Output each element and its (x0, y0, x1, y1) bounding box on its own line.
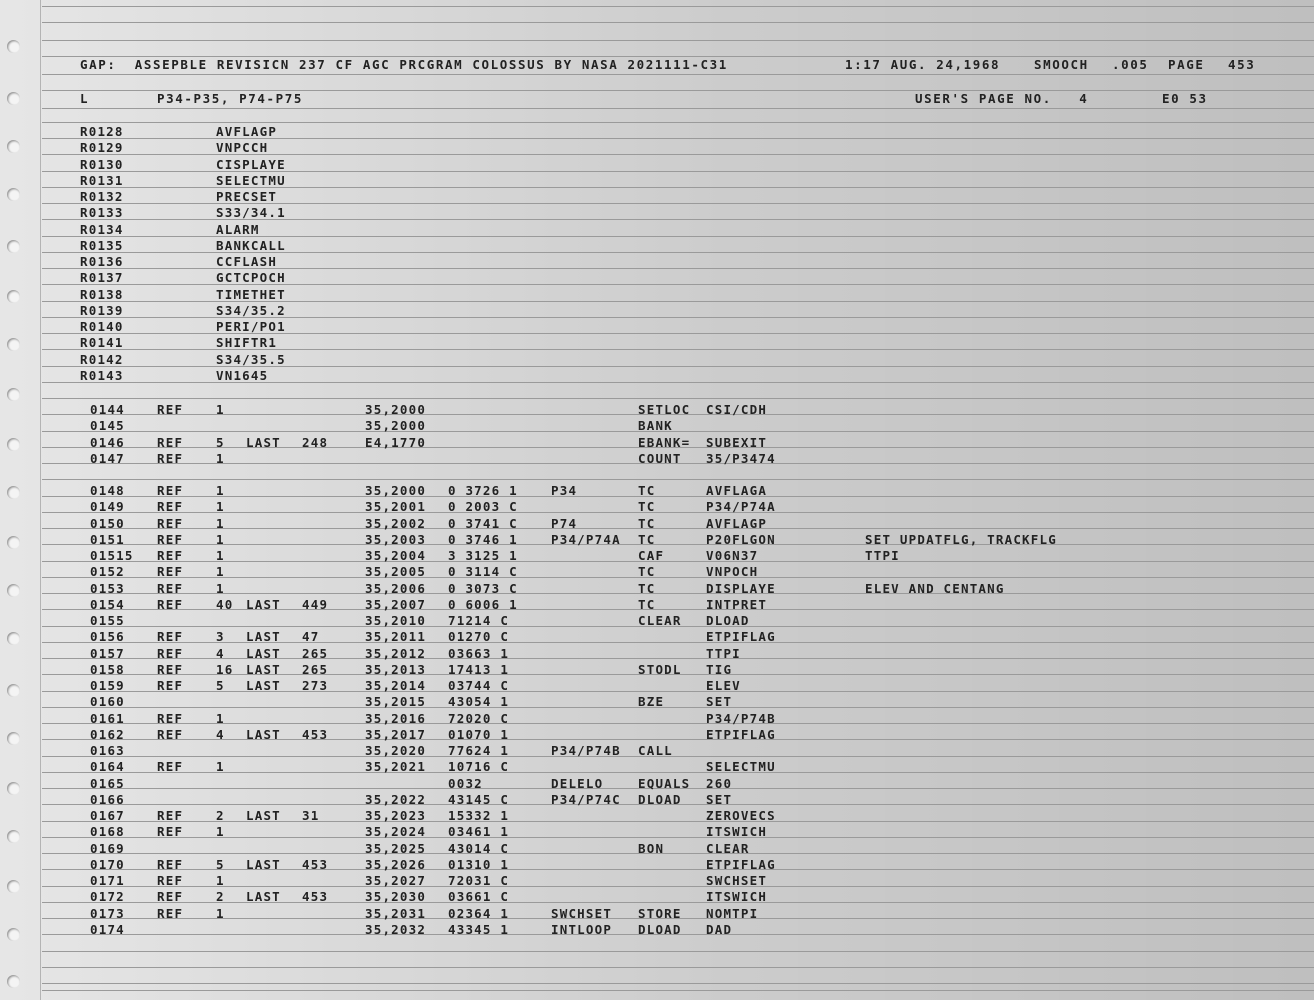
ref-keyword: REF (157, 515, 184, 531)
ref-id: R0135 (80, 237, 124, 253)
octal-word: 03744 C (448, 678, 510, 693)
line-number: 0147 (90, 450, 125, 466)
octal-word: 15332 1 (448, 808, 510, 823)
operand: ELEV (706, 678, 741, 693)
ref-count: 1 (216, 710, 225, 726)
opcode: EQUALS (638, 775, 691, 791)
operand: DLOAD (706, 613, 750, 628)
last-keyword: LAST (246, 678, 281, 693)
operand: ITSWICH (706, 824, 768, 840)
ref-symbol: SELECTMU (216, 172, 286, 188)
ref-keyword: REF (157, 629, 184, 645)
line-number: 0170 (90, 856, 125, 872)
ref-count: 1 (216, 515, 225, 531)
last-page: 453 (302, 856, 329, 872)
ref-keyword: REF (157, 710, 184, 726)
address: 35,2027 (365, 873, 427, 888)
operand: CSI/CDH (706, 402, 768, 417)
operand: TIG (706, 661, 733, 677)
address: 35,2014 (365, 678, 427, 693)
label: P34/P74B (551, 743, 621, 758)
address: 35,2001 (365, 499, 427, 515)
octal-word: 03461 1 (448, 824, 510, 840)
opcode: DLOAD (638, 791, 682, 807)
ref-keyword: REF (157, 434, 184, 450)
octal-word: 0 3746 1 (448, 531, 518, 547)
octal-word: 77624 1 (448, 743, 510, 758)
ref-count: 2 (216, 808, 225, 823)
ref-count: 1 (216, 759, 225, 775)
ref-symbol: BANKCALL (216, 237, 286, 253)
operand: TTPI (706, 645, 741, 661)
ref-keyword: REF (157, 678, 184, 693)
ref-keyword: REF (157, 726, 184, 742)
user-name: SMOOCH (1034, 57, 1089, 72)
address: E4,1770 (365, 434, 427, 450)
address: 35,2022 (365, 791, 427, 807)
last-keyword: LAST (246, 629, 281, 645)
line-number: 0165 (90, 775, 125, 791)
address: 35,2030 (365, 889, 427, 905)
address: 35,2000 (365, 402, 427, 417)
ref-keyword: REF (157, 531, 184, 547)
ref-id: R0139 (80, 302, 124, 318)
line-number: 0151 (90, 531, 125, 547)
last-keyword: LAST (246, 856, 281, 872)
address: 35,2000 (365, 418, 427, 434)
ref-count: 1 (216, 531, 225, 547)
opcode: TC (638, 483, 656, 498)
operand: SET (706, 791, 733, 807)
ref-count: 5 (216, 434, 225, 450)
octal-word: 72020 C (448, 710, 510, 726)
operand: P20FLGON (706, 531, 776, 547)
octal-word: 01310 1 (448, 856, 510, 872)
ref-count: 40 (216, 596, 234, 612)
octal-word: 71214 C (448, 613, 510, 628)
opcode: TC (638, 531, 656, 547)
ref-id: R0143 (80, 367, 124, 383)
operand: ETPIFLAG (706, 856, 776, 872)
address: 35,2016 (365, 710, 427, 726)
line-number: 0160 (90, 694, 125, 710)
ref-symbol: CISPLAYE (216, 156, 286, 172)
line-number: 0164 (90, 759, 125, 775)
address: 35,2010 (365, 613, 427, 628)
ref-count: 1 (216, 580, 225, 596)
octal-word: 43145 C (448, 791, 510, 807)
ref-count: 1 (216, 499, 225, 515)
line-number: 0148 (90, 483, 125, 498)
ref-keyword: REF (157, 548, 184, 563)
operand: NOMTPI (706, 905, 759, 921)
ref-keyword: REF (157, 564, 184, 580)
opcode: CALL (638, 743, 673, 758)
address: 35,2000 (365, 483, 427, 498)
label: P74 (551, 515, 578, 531)
line-number: 0153 (90, 580, 125, 596)
ref-count: 1 (216, 824, 225, 840)
ref-symbol: S33/34.1 (216, 205, 286, 221)
octal-word: 0 3741 C (448, 515, 518, 531)
octal-word: 43054 1 (448, 694, 510, 710)
ref-id: R0138 (80, 286, 124, 302)
listing-type: L (80, 91, 90, 106)
label: INTLOOP (551, 921, 613, 937)
ref-keyword: REF (157, 808, 184, 823)
opcode: TC (638, 564, 656, 580)
line-number: 0144 (90, 402, 125, 417)
ref-keyword: REF (157, 824, 184, 840)
line-number: 0152 (90, 564, 125, 580)
ref-symbol: TIMETHET (216, 286, 286, 302)
line-number: 0146 (90, 434, 125, 450)
ref-symbol: VNPCCH (216, 140, 269, 156)
line-number: 0154 (90, 596, 125, 612)
ref-id: R0142 (80, 351, 124, 367)
ref-count: 2 (216, 889, 225, 905)
ref-count: 1 (216, 564, 225, 580)
print-time: 1:17 AUG. 24,1968 (845, 57, 1001, 72)
page-label: PAGE (1168, 57, 1205, 72)
opcode: EBANK= (638, 434, 691, 450)
ref-id: R0132 (80, 189, 124, 204)
ref-keyword: REF (157, 596, 184, 612)
last-page: 265 (302, 661, 329, 677)
ref-id: R0141 (80, 335, 124, 351)
address: 35,2031 (365, 905, 427, 921)
ref-symbol: PRECSET (216, 189, 278, 204)
ref-keyword: REF (157, 499, 184, 515)
operand: SWCHSET (706, 873, 768, 888)
assembly-title: GAP: ASSEPBLE REVISICN 237 CF AGC PRCGRAM COLOSSUS BY NASA 2021111-C31 (80, 57, 728, 72)
ref-keyword: REF (157, 856, 184, 872)
ref-keyword: REF (157, 402, 184, 417)
operand: INTPRET (706, 596, 768, 612)
operand: 35/P3474 (706, 450, 776, 466)
address: 35,2011 (365, 629, 427, 645)
ref-count: 5 (216, 678, 225, 693)
octal-word: 0 3114 C (448, 564, 518, 580)
ref-id: R0130 (80, 156, 124, 172)
address: 35,2017 (365, 726, 427, 742)
address: 35,2024 (365, 824, 427, 840)
opcode: BANK (638, 418, 673, 434)
line-number: 0150 (90, 515, 125, 531)
ref-symbol: ALARM (216, 221, 260, 237)
octal-word: 0 3073 C (448, 580, 518, 596)
comment: ELEV AND CENTANG (865, 580, 1005, 596)
operand: AVFLAGA (706, 483, 768, 498)
address: 35,2013 (365, 661, 427, 677)
octal-word: 72031 C (448, 873, 510, 888)
line-number: 01515 (90, 548, 134, 563)
operand: V06N37 (706, 548, 759, 563)
user-page-number: USER'S PAGE NO. 4 (915, 91, 1089, 106)
ref-id: R0129 (80, 140, 124, 156)
octal-word: 03663 1 (448, 645, 510, 661)
ref-count: 5 (216, 856, 225, 872)
opcode: STODL (638, 661, 682, 677)
operand: AVFLAGP (706, 515, 768, 531)
line-number: 0174 (90, 921, 125, 937)
address: 35,2003 (365, 531, 427, 547)
opcode: TC (638, 515, 656, 531)
ref-id: R0131 (80, 172, 124, 188)
opcode: CLEAR (638, 613, 682, 628)
ref-keyword: REF (157, 889, 184, 905)
ref-count: 1 (216, 873, 225, 888)
address: 35,2015 (365, 694, 427, 710)
line-number: 0145 (90, 418, 125, 434)
ref-symbol: S34/35.5 (216, 351, 286, 367)
address: 35,2025 (365, 840, 427, 856)
section-title: P34-P35, P74-P75 (157, 91, 304, 106)
ref-count: 3 (216, 629, 225, 645)
last-page: 47 (302, 629, 320, 645)
operand: P34/P74A (706, 499, 776, 515)
line-number: 0166 (90, 791, 125, 807)
comment: SET UPDATFLG, TRACKFLG (865, 531, 1057, 547)
line-number: 0169 (90, 840, 125, 856)
address: 35,2026 (365, 856, 427, 872)
opcode: TC (638, 596, 656, 612)
last-keyword: LAST (246, 645, 281, 661)
line-number: 0156 (90, 629, 125, 645)
comment: TTPI (865, 548, 900, 563)
last-page: 31 (302, 808, 320, 823)
ref-id: R0140 (80, 319, 124, 334)
opcode: BZE (638, 694, 665, 710)
address: 35,2012 (365, 645, 427, 661)
label: DELELO (551, 775, 604, 791)
line-number: 0173 (90, 905, 125, 921)
address: 35,2032 (365, 921, 427, 937)
octal-word: 0 2003 C (448, 499, 518, 515)
address: 35,2023 (365, 808, 427, 823)
label: P34 (551, 483, 578, 498)
last-page: 248 (302, 434, 329, 450)
operand: DAD (706, 921, 733, 937)
octal-word: 0 6006 1 (448, 596, 518, 612)
opcode: SETLOC (638, 402, 691, 417)
line-number: 0168 (90, 824, 125, 840)
label: P34/P74C (551, 791, 621, 807)
address: 35,2021 (365, 759, 427, 775)
ref-symbol: VN1645 (216, 367, 269, 383)
ref-symbol: GCTCPOCH (216, 270, 286, 286)
job-number: .005 (1112, 57, 1149, 72)
line-number: 0157 (90, 645, 125, 661)
octal-word: 03661 C (448, 889, 510, 905)
label: P34/P74A (551, 531, 621, 547)
eo-marker: E0 53 (1162, 91, 1208, 106)
last-keyword: LAST (246, 596, 281, 612)
last-keyword: LAST (246, 661, 281, 677)
octal-word: 43014 C (448, 840, 510, 856)
last-keyword: LAST (246, 889, 281, 905)
opcode: BON (638, 840, 665, 856)
address: 35,2002 (365, 515, 427, 531)
octal-word: 0 3726 1 (448, 483, 518, 498)
ref-count: 4 (216, 726, 225, 742)
ref-keyword: REF (157, 661, 184, 677)
ref-count: 1 (216, 905, 225, 921)
line-number: 0161 (90, 710, 125, 726)
ref-count: 16 (216, 661, 234, 677)
operand: 260 (706, 775, 733, 791)
ref-keyword: REF (157, 450, 184, 466)
operand: ZEROVECS (706, 808, 776, 823)
opcode: TC (638, 580, 656, 596)
last-page: 453 (302, 889, 329, 905)
line-number: 0155 (90, 613, 125, 628)
ref-id: R0134 (80, 221, 124, 237)
last-keyword: LAST (246, 808, 281, 823)
operand: VNPOCH (706, 564, 759, 580)
line-number: 0171 (90, 873, 125, 888)
ref-count: 4 (216, 645, 225, 661)
page-number: 453 (1228, 57, 1256, 72)
ref-keyword: REF (157, 905, 184, 921)
octal-word: 3 3125 1 (448, 548, 518, 563)
operand: SELECTMU (706, 759, 776, 775)
ref-symbol: CCFLASH (216, 254, 278, 269)
line-number: 0162 (90, 726, 125, 742)
address: 35,2005 (365, 564, 427, 580)
operand: ETPIFLAG (706, 726, 776, 742)
ref-count: 1 (216, 402, 225, 417)
line-number: 0158 (90, 661, 125, 677)
operand: SET (706, 694, 733, 710)
ref-symbol: AVFLAGP (216, 124, 278, 139)
operand: DISPLAYE (706, 580, 776, 596)
ref-id: R0137 (80, 270, 124, 286)
line-number: 0163 (90, 743, 125, 758)
octal-word: 10716 C (448, 759, 510, 775)
operand: P34/P74B (706, 710, 776, 726)
line-number: 0159 (90, 678, 125, 693)
octal-word: 01070 1 (448, 726, 510, 742)
ref-keyword: REF (157, 645, 184, 661)
ref-id: R0136 (80, 254, 124, 269)
ref-symbol: S34/35.2 (216, 302, 286, 318)
ref-count: 1 (216, 548, 225, 563)
address: 35,2006 (365, 580, 427, 596)
last-keyword: LAST (246, 434, 281, 450)
octal-word: 43345 1 (448, 921, 510, 937)
octal-word: 02364 1 (448, 905, 510, 921)
opcode: COUNT (638, 450, 682, 466)
opcode: DLOAD (638, 921, 682, 937)
ref-count: 1 (216, 450, 225, 466)
last-page: 449 (302, 596, 329, 612)
last-keyword: LAST (246, 726, 281, 742)
octal-word: 01270 C (448, 629, 510, 645)
ref-keyword: REF (157, 580, 184, 596)
address: 35,2020 (365, 743, 427, 758)
line-number: 0167 (90, 808, 125, 823)
ref-count: 1 (216, 483, 225, 498)
ref-id: R0133 (80, 205, 124, 221)
opcode: STORE (638, 905, 682, 921)
label: SWCHSET (551, 905, 613, 921)
address: 35,2004 (365, 548, 427, 563)
operand: CLEAR (706, 840, 750, 856)
address: 35,2007 (365, 596, 427, 612)
last-page: 273 (302, 678, 329, 693)
last-page: 265 (302, 645, 329, 661)
opcode: CAF (638, 548, 665, 563)
octal-word: 0032 (448, 775, 483, 791)
operand: ITSWICH (706, 889, 768, 905)
ref-symbol: SHIFTR1 (216, 335, 278, 351)
ref-id: R0128 (80, 124, 124, 139)
ref-keyword: REF (157, 759, 184, 775)
opcode: TC (638, 499, 656, 515)
line-number: 0149 (90, 499, 125, 515)
octal-word: 17413 1 (448, 661, 510, 677)
ref-keyword: REF (157, 483, 184, 498)
ref-symbol: PERI/PO1 (216, 319, 286, 334)
operand: ETPIFLAG (706, 629, 776, 645)
last-page: 453 (302, 726, 329, 742)
ref-keyword: REF (157, 873, 184, 888)
operand: SUBEXIT (706, 434, 768, 450)
line-number: 0172 (90, 889, 125, 905)
